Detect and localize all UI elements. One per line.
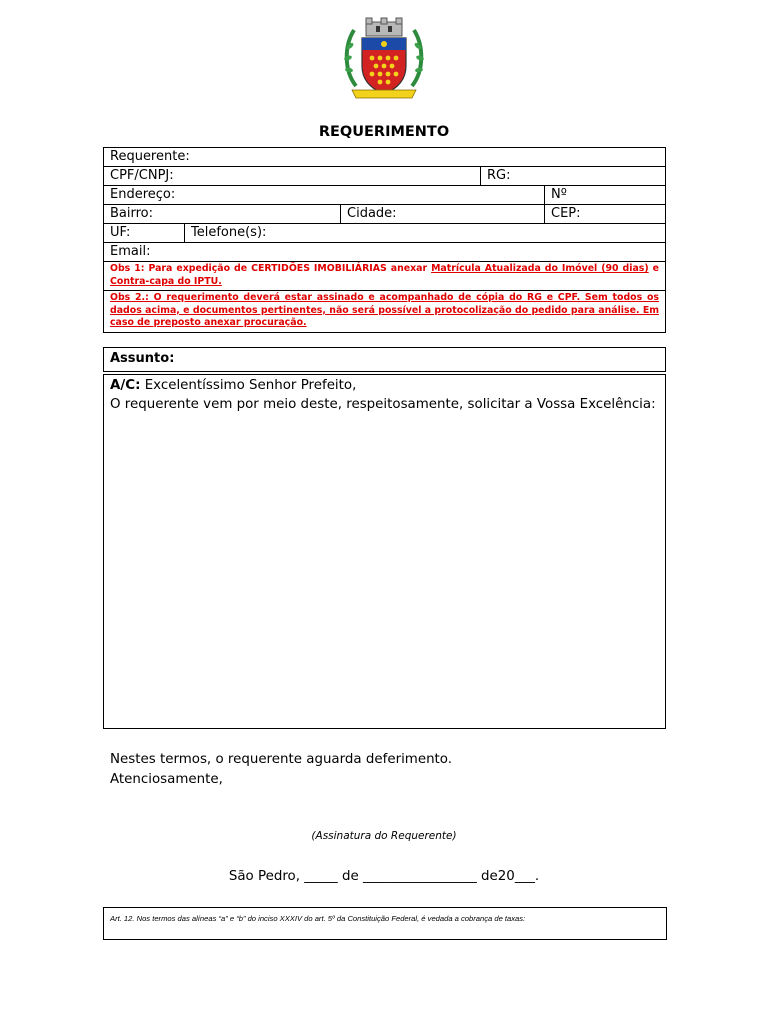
closing-line-2: Atenciosamente, — [110, 772, 223, 787]
obs1-text: Obs 1: Para expedição de CERTIDÕES IMOBILIÁRIAS anexar — [110, 263, 432, 274]
request-body-textarea[interactable] — [103, 374, 666, 729]
email-field[interactable]: Email: — [110, 244, 151, 259]
bairro-field[interactable]: Bairro: — [110, 206, 154, 221]
request-intro: O requerente vem por meio deste, respeitosamente, solicitar a Vossa Excelência: — [110, 397, 656, 412]
obs1-note — [104, 262, 665, 290]
obs1-connector: e — [648, 263, 660, 274]
obs1-iptu: Contra-capa do IPTU. — [110, 275, 222, 287]
uf-field[interactable]: UF: — [110, 225, 131, 240]
closing-text — [110, 750, 452, 790]
obs1-matricula: Matrícula Atualizada do Imóvel (90 dias) — [431, 263, 649, 274]
form-row-bairro — [104, 205, 665, 224]
signature-label: (Assinatura do Requerente) — [311, 830, 457, 842]
rg-field[interactable]: RG: — [480, 167, 665, 185]
form-row-uf — [104, 224, 665, 243]
cpf-cnpj-field[interactable]: CPF/CNPJ: — [110, 168, 174, 183]
form-row-obs1 — [104, 262, 665, 291]
closing-line-1: Nestes termos, o requerente aguarda deferimento. — [110, 752, 453, 767]
cidade-field[interactable]: Cidade: — [340, 205, 544, 223]
cep-field[interactable]: CEP: — [544, 205, 665, 223]
page-title: REQUERIMENTO — [318, 124, 450, 140]
obs2-note: Obs 2.: O requerimento deverá estar assinado e acompanhado de cópia do RG e CPF. Sem todos os dados acima, e documentos pertinentes, não será possível a protocolização do pedido para análise. Em caso de preposto anexar procuração. — [110, 292, 659, 328]
coat-of-arms-icon — [338, 16, 430, 102]
ac-line — [110, 376, 659, 395]
date-line: São Pedro, _____ de _________________ de20___. — [228, 869, 540, 884]
requerente-field[interactable]: Requerente: — [110, 149, 190, 164]
form-row-email — [104, 243, 665, 262]
telefone-field[interactable]: Telefone(s): — [184, 224, 665, 242]
requester-form — [103, 147, 666, 333]
endereco-field[interactable]: Endereço: — [110, 187, 176, 202]
numero-field[interactable]: Nº — [544, 186, 665, 204]
form-row-cpf — [104, 167, 665, 186]
form-row-requerente — [104, 148, 665, 167]
footer-legal-note: Art. 12. Nos termos das alíneas “a” e “b” do inciso XXXIV do art. 5º da Constituição Federal, é vedada a cobrança de taxas: — [103, 907, 667, 940]
assunto-field[interactable]: Assunto: — [103, 347, 666, 372]
form-row-endereco — [104, 186, 665, 205]
form-row-obs2 — [104, 291, 665, 332]
ac-label: A/C: — [110, 378, 141, 393]
ac-text: Excelentíssimo Senhor Prefeito, — [140, 378, 357, 393]
